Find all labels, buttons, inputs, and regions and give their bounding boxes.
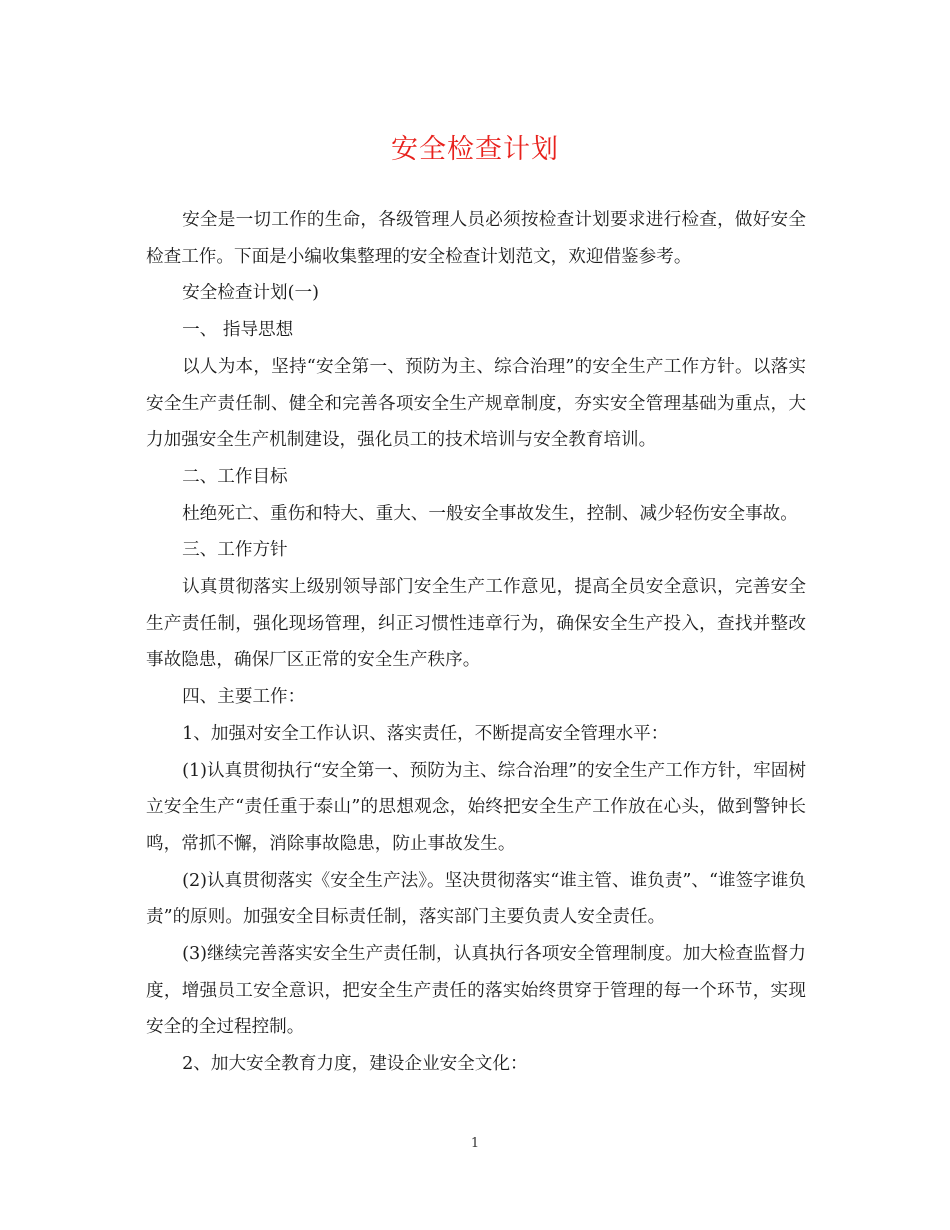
intro-paragraph: 安全是一切工作的生命，各级管理人员必须按检查计划要求进行检查，做好安全检查工作。下面是小编收集整理的安全检查计划范文，欢迎借鉴参考。 xyxy=(146,210,806,267)
paragraph-guiding-ideology: 以人为本，坚持“安全第一、预防为主、综合治理”的安全生产工作方针。以落实安全生产责任制、健全和完善各项安全生产规章制度，夯实安全管理基础为重点，大力加强安全生产机制建设，强化员工的技术培训与安全教育培训。 xyxy=(146,356,806,451)
subheading-item-1: 1、加强对安全工作认识、落实责任，不断提高安全管理水平： xyxy=(182,723,669,744)
document-body xyxy=(146,202,806,1083)
section-heading-plan-one: 安全检查计划(一) xyxy=(182,283,319,304)
heading-main-work: 四、主要工作： xyxy=(182,687,306,708)
paragraph-work-policy: 认真贯彻落实上级别领导部门安全生产工作意见，提高全员安全意识，完善安全生产责任制，强化现场管理，纠正习惯性违章行为，确保安全生产投入，查找并整改事故隐患，确保厂区正常的安全生产秩序。 xyxy=(146,577,806,671)
heading-work-goals: 二、工作目标 xyxy=(182,466,288,487)
paragraph-item-1-1: (1)认真贯彻执行“安全第一、预防为主、综合治理”的安全生产工作方针，牢固树立安全生产“责任重于泰山”的思想观念，始终把安全生产工作放在心头，做到警钟长鸣，常抓不懈，消除事故隐患，防止事故发生。 xyxy=(146,760,806,854)
page-number: 1 xyxy=(470,1136,480,1151)
subheading-item-2: 2、加大安全教育力度，建设企业安全文化： xyxy=(182,1054,528,1075)
paragraph-item-1-2: (2)认真贯彻落实《安全生产法》。坚决贯彻落实“谁主管、谁负责”、“谁签字谁负责”的原则。加强安全目标责任制，落实部门主要负责人安全责任。 xyxy=(146,870,806,928)
document-title: 安全检查计划 xyxy=(391,134,559,165)
paragraph-item-1-3: (3)继续完善落实安全生产责任制，认真执行各项安全管理制度。加大检查监督力度，增强员工安全意识，把安全生产责任的落实始终贯穿于管理的每一个环节，实现安全的全过程控制。 xyxy=(146,944,806,1038)
heading-work-policy: 三、工作方针 xyxy=(182,540,288,561)
heading-guiding-ideology: 一、 指导思想 xyxy=(182,320,294,341)
paragraph-work-goals: 杜绝死亡、重伤和特大、重大、一般安全事故发生，控制、减少轻伤安全事故。 xyxy=(182,503,798,524)
